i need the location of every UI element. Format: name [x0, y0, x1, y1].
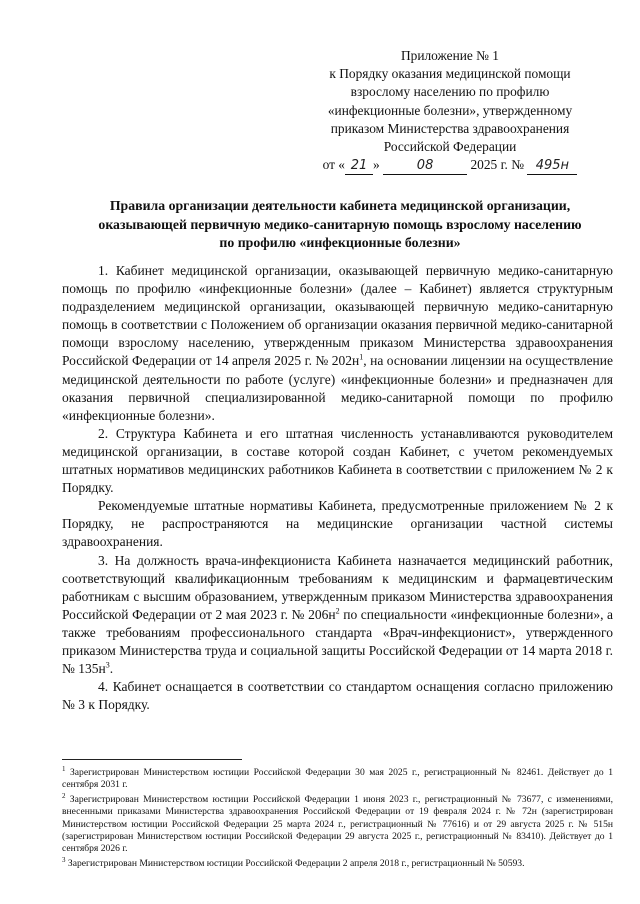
footnote-2: $^2$ Зарегистрирован Министерством юстиции Российской Федерации 1 июня 2023 г., регистрационный № 73677, с изменениями, внесенными приказами Министерства здравоохранения Российской Федерации от 19 февраля 2024 г. № 72н (зарегистрирован Министерством юстиции Российской Федерации 25 марта 2024 г., регистрационный № 77616) и от 29 августа 2025 г. № 515н (зарегистрирован Министерством юстиции Российской Федерации 29 августа 2025 г., регистрационный № 83410). Действует до 1 сентября 2026 г. — [62, 791, 613, 855]
footnote-1: $^1$ Зарегистрирован Министерством юстиции Российской Федерации 30 мая 2025 г., регистрационный № 82461. Действует до 1 сентября 2031 г. — [62, 764, 613, 791]
paragraph-3: 3. На должность врача-инфекциониста Кабинета назначается медицинский работник, соответствующий квалификационным требованиям к медицинским и фармацевтическим работникам с высшим образованием, утвержденным приказом Министерства здравоохранения Российской Федерации от 2 мая 2023 г. № $206н^2$ по специальности «инфекционные болезни», а также требованиям профессионального стандарта «Врач-инфекционист», утвержденного приказом Министерства труда и социальной защиты Российской Федерации от 14 марта 2018 г. № $135н^3$. — [62, 552, 614, 677]
paragraph-1: 1. Кабинет медицинской организации, оказывающей первичную медико-санитарную помощь по профилю «инфекционные болезни» (далее – Кабинет) является структурным подразделением медицинской организации, оказывающей первичную медико-санитарную помощь в соответствии с Положением об организации оказания первичной медико-санитарной помощи взрослому населению, утвержденным приказом Министерства здравоохранения Российской Федерации от 14 апреля 2025 г. № $202н^1$, на основании лицензии на осуществление медицинской деятельности по работе (услуге) «инфекционные болезни» и предназначен для оказания первичной специализированной медико-санитарной помощи по профилю «инфекционные болезни». — [62, 263, 613, 423]
footnote-ref-1: 1 — [359, 352, 364, 362]
appendix-reference-line: Российской Федерации — [383, 139, 517, 155]
paragraph-2-note: Рекомендуемые штатные нормативы Кабинета, предусмотренные приложением № 2 к Порядку, не распространяются на медицинские организации частной системы здравоохранения. — [62, 498, 613, 550]
footnote-separator — [62, 759, 242, 760]
date-year: 2025 г. № — [470, 157, 525, 173]
paragraph-4: 4. Кабинет оснащается в соответствии со стандартом оснащения согласно приложению № 3 к Порядку. — [62, 679, 613, 713]
footnote-3: $^3$ Зарегистрирован Министерством юстиции Российской Федерации 2 апреля 2018 г., регистрационный № 50593. — [62, 855, 525, 869]
appendix-number: Приложение № 1 — [400, 48, 500, 63]
title-line: оказывающей первичную медико-санитарную помощь взрослому населению — [98, 216, 582, 232]
footnotes — [62, 764, 613, 872]
appendix-reference-line: к Порядку оказания медицинской помощи — [329, 66, 571, 82]
document-title — [60, 197, 620, 253]
footnote-ref-2: 2 — [335, 606, 340, 616]
appendix-reference-line: взрослому населению по профилю — [350, 84, 550, 100]
paragraph-2: 2. Структура Кабинета и его штатная численность устанавливаются руководителем медицинской организации, в составе которой создан Кабинет, с учетом рекомендуемых штатных нормативов медицинских работников Кабинета в соответствии с приложением № 2 к Порядку. — [62, 425, 613, 496]
handwritten-month: 08 — [383, 158, 467, 175]
footnote-ref-3: 3 — [105, 660, 110, 670]
appendix-reference-line: приказом Министерства здравоохранения — [330, 120, 570, 136]
handwritten-day: 21 — [345, 158, 373, 175]
date-separator: » — [373, 157, 380, 173]
title-line: по профилю «инфекционные болезни» — [219, 235, 461, 251]
appendix-header — [300, 47, 600, 175]
title-line: Правила организации деятельности кабинета медицинской организации, — [109, 198, 571, 213]
handwritten-order-number: 495н — [527, 158, 577, 175]
document-body — [62, 262, 613, 714]
appendix-reference-line: «инфекционные болезни», утвержденному — [327, 102, 573, 118]
order-date-line — [323, 157, 578, 172]
date-prefix: от « — [322, 157, 346, 173]
